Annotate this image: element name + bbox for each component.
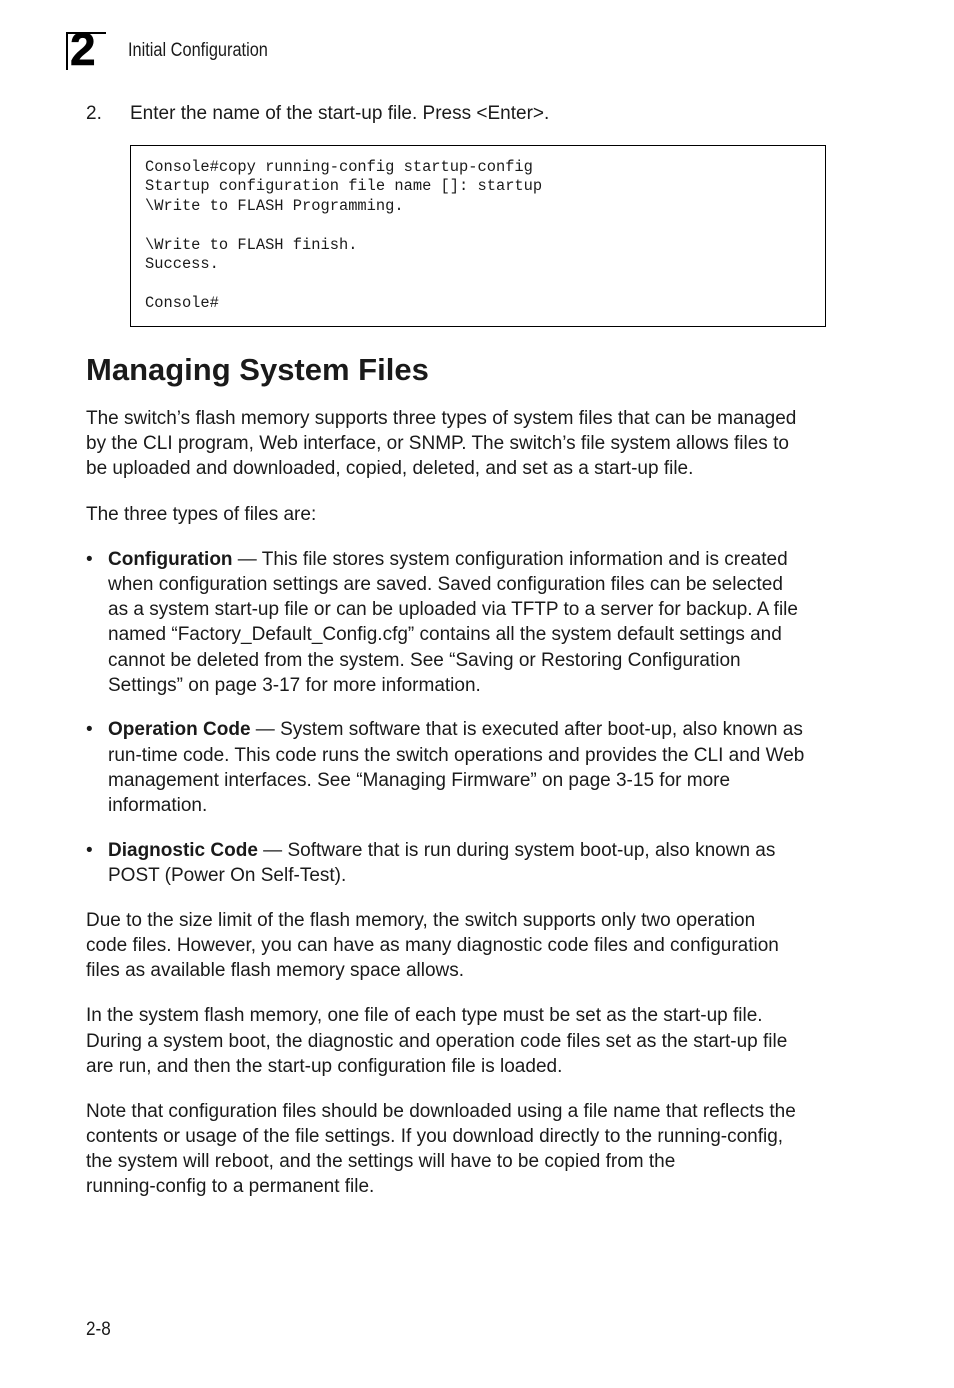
paragraph-line: In the system flash memory, one file of each type must be set as the start-up file. bbox=[86, 1005, 763, 1027]
list-item-configuration bbox=[86, 547, 846, 698]
paragraph-line: The switch’s flash memory supports three types of system files that can be managed bbox=[86, 408, 797, 429]
list-item-diagnostic-code bbox=[86, 838, 846, 888]
paragraph-startup-file bbox=[86, 1003, 846, 1079]
bullet-mark: • bbox=[86, 719, 93, 741]
paragraph-flash-limit bbox=[86, 908, 846, 984]
paragraph-line: the system will reboot, and the settings will have to be copied from the bbox=[86, 1151, 676, 1173]
page-number: 2-8 bbox=[86, 1319, 111, 1340]
paragraph-line: code files. However, you can have as many diagnostic code files and configuration bbox=[86, 934, 779, 956]
bullet-line bbox=[108, 547, 846, 572]
bullet-line: management interfaces. See “Managing Firmware” on page 3-15 for more bbox=[108, 769, 731, 791]
bullet-mark: • bbox=[86, 548, 93, 570]
step-item bbox=[86, 102, 549, 126]
section-title: Managing System Files bbox=[86, 352, 429, 387]
bullet-line: named “Factory_Default_Config.cfg” contains all the system default settings and bbox=[108, 624, 782, 646]
paragraph-line: The three types of files are: bbox=[86, 503, 317, 525]
bullet-line bbox=[108, 717, 846, 742]
paragraph-line: Note that configuration files should be downloaded using a file name that reflects the bbox=[86, 1100, 796, 1122]
code-line: \Write to FLASH Programming. bbox=[145, 196, 404, 215]
running-head: Initial Configuration bbox=[128, 40, 268, 61]
paragraph-line: be uploaded and downloaded, copied, deleted, and set as a start-up file. bbox=[86, 458, 694, 480]
paragraph-line: files as available flash memory space allows. bbox=[86, 960, 465, 982]
step-number: 2. bbox=[86, 103, 102, 124]
bullet-line: information. bbox=[108, 795, 208, 817]
paragraph-download-note bbox=[86, 1099, 846, 1200]
code-line bbox=[145, 274, 811, 293]
code-line: Console# bbox=[145, 293, 219, 312]
bullet-text: — Software that is run during system boot-up, also known as bbox=[257, 839, 776, 861]
paragraph-line: contents or usage of the file settings. If you download directly to the running-config, bbox=[86, 1126, 784, 1148]
body-text bbox=[86, 406, 846, 1220]
code-line: Console#copy running-config startup-config bbox=[145, 158, 533, 176]
paragraph-line: Due to the size limit of the flash memory, the switch supports only two operation bbox=[86, 909, 756, 931]
intro-paragraph bbox=[86, 406, 846, 482]
bullet-mark: • bbox=[86, 839, 93, 861]
bullet-line: run-time code. This code runs the switch operations and provides the CLI and Web bbox=[108, 744, 805, 766]
bullet-term: Operation Code bbox=[108, 719, 251, 741]
bullet-line: Settings” on page 3-17 for more information. bbox=[108, 674, 481, 696]
chapter-number: 2 bbox=[70, 23, 95, 75]
bullet-line: cannot be deleted from the system. See “Saving or Restoring Configuration bbox=[108, 649, 741, 671]
types-intro-paragraph bbox=[86, 502, 846, 527]
list-item-operation-code bbox=[86, 717, 846, 818]
page-header bbox=[66, 23, 366, 75]
step-text: Enter the name of the start-up file. Press <Enter>. bbox=[130, 103, 550, 124]
bullet-term: Diagnostic Code bbox=[108, 839, 258, 861]
bullet-text: — System software that is executed after boot-up, also known as bbox=[250, 719, 803, 741]
bullet-line: when configuration settings are saved. Saved configuration files can be selected bbox=[108, 573, 783, 595]
bullet-line: POST (Power On Self-Test). bbox=[108, 865, 347, 886]
code-line: Startup configuration file name []: startup bbox=[145, 177, 543, 196]
code-line: \Write to FLASH finish. bbox=[145, 235, 358, 254]
code-line: Success. bbox=[145, 254, 219, 273]
paragraph-line: by the CLI program, Web interface, or SNMP. The switch’s file system allows files to bbox=[86, 433, 789, 455]
bullet-line: as a system start-up file or can be uploaded via TFTP to a server for backup. A file bbox=[108, 599, 798, 621]
bullet-text: — This file stores system configuration information and is created bbox=[232, 548, 788, 570]
bullet-term: Configuration bbox=[108, 548, 233, 570]
paragraph-line: During a system boot, the diagnostic and operation code files set as the start-up file bbox=[86, 1030, 788, 1052]
code-line bbox=[145, 216, 811, 235]
bullet-line bbox=[108, 838, 846, 863]
paragraph-line: running-config to a permanent file. bbox=[86, 1176, 375, 1198]
console-code-block bbox=[130, 145, 826, 327]
paragraph-line: are run, and then the start-up configuration file is loaded. bbox=[86, 1055, 563, 1077]
